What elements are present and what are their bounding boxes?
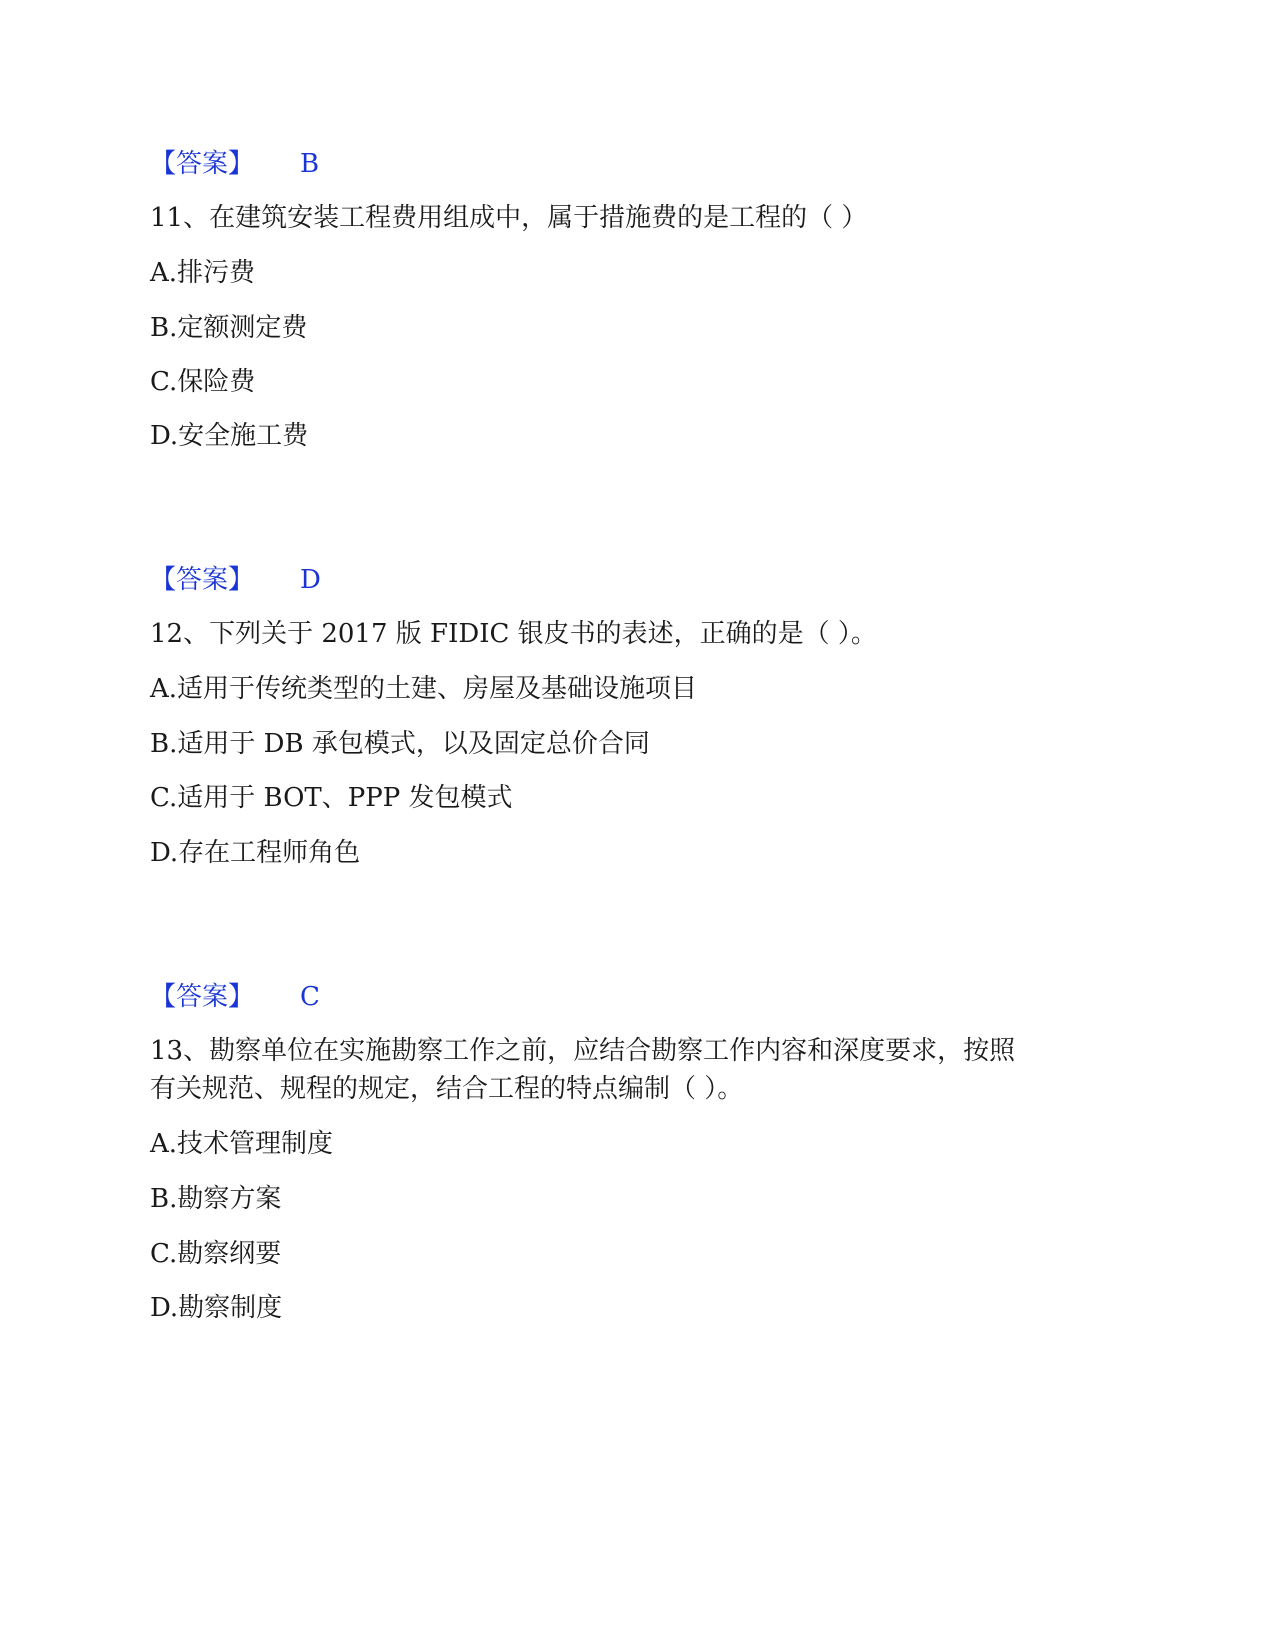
question-text: 11、在建筑安装工程费用组成中，属于措施费的是工程的（ ）	[150, 203, 868, 233]
answer-value: D	[300, 565, 321, 595]
answer-line	[150, 979, 320, 1015]
option-b: B.勘察方案	[150, 1184, 282, 1214]
question-text-line-2: 有关规范、规程的规定，结合工程的特点编制（ ）。	[150, 1074, 744, 1104]
question-text: 12、下列关于 2017 版 FIDIC 银皮书的表述，正确的是（ ）。	[150, 619, 877, 649]
option-d: D.存在工程师角色	[150, 838, 361, 868]
option-d: D.安全施工费	[150, 421, 309, 451]
option-a: A.技术管理制度	[150, 1129, 334, 1159]
option-c: C.保险费	[150, 367, 256, 397]
answer-line	[150, 146, 319, 182]
option-a: A.排污费	[150, 258, 256, 288]
option-c: C.适用于 BOT、PPP 发包模式	[150, 783, 513, 813]
answer-label: 【答案】	[150, 149, 255, 179]
option-d: D.勘察制度	[150, 1293, 283, 1323]
answer-value: C	[300, 982, 320, 1012]
question-text-line-1: 13、勘察单位在实施勘察工作之前，应结合勘察工作内容和深度要求，按照	[150, 1036, 1016, 1066]
option-c: C.勘察纲要	[150, 1239, 282, 1269]
option-a: A.适用于传统类型的土建、房屋及基础设施项目	[150, 674, 698, 704]
answer-value: B	[300, 149, 320, 179]
answer-line	[150, 562, 321, 598]
option-b: B.定额测定费	[150, 313, 308, 343]
option-b: B.适用于 DB 承包模式，以及固定总价合同	[150, 729, 650, 759]
answer-label: 【答案】	[150, 982, 255, 1012]
answer-label: 【答案】	[150, 565, 255, 595]
